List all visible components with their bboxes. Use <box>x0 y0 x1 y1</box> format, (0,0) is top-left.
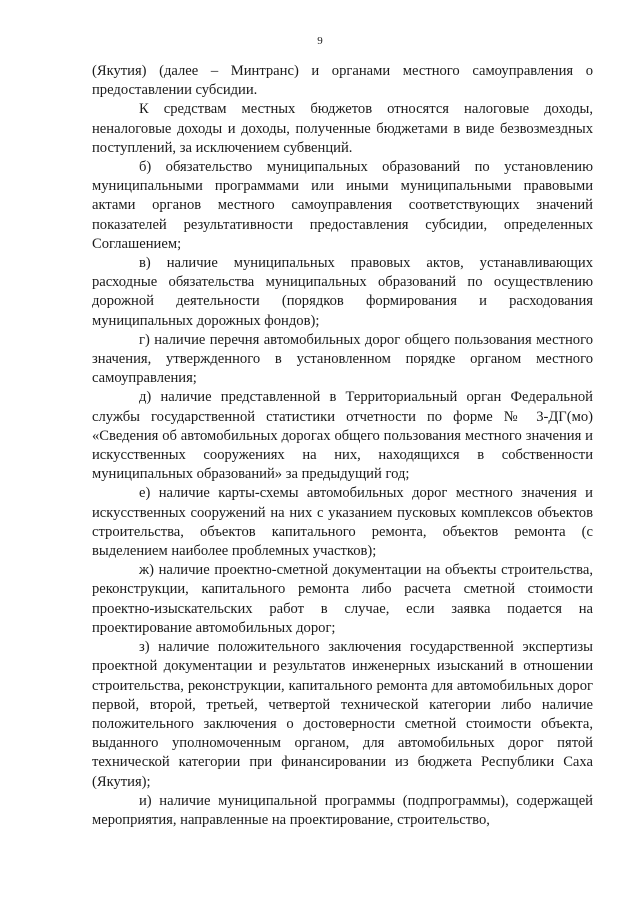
paragraph-item-z: з) наличие положительного заключения государственной экспертизы проектной документации и результатов инженерных изысканий в отношении строительства, реконструкции, капитального ремонта для автомобильных дорог первой, второй, третьей, четвертой технической категории либо наличие положительного заключения о достоверности сметной стоимости объекта, выданного уполномоченным органом, для автомобильных дорог пятой технической категории при финансировании из бюджета Республики Саха (Якутия); <box>92 639 593 790</box>
paragraph-item-d: д) наличие представленной в Территориальный орган Федеральной службы государственной статистики отчетности по форме № 3-ДГ(мо) «Сведения об автомобильных дорогах общего пользования местного значения и искусственных сооружениях на них, находящихся в собственности муниципальных образований» за предыдущий год; <box>92 389 593 483</box>
paragraph-item-i: и) наличие муниципальной программы (подпрограммы), содержащей мероприятия, направленные на проектирование, строительство, <box>92 792 593 828</box>
paragraph-local-budget-funds: К средствам местных бюджетов относятся налоговые доходы, неналоговые доходы и доходы, полученные бюджетами в виде безвозмездных поступлений, за исключением субвенций. <box>92 101 593 156</box>
page-number: 9 <box>317 35 323 47</box>
document-body <box>92 62 593 830</box>
paragraph-item-g: г) наличие перечня автомобильных дорог общего пользования местного значения, утвержденного в установленном порядке органом местного самоуправления; <box>92 331 593 387</box>
paragraph-intro-continuation: (Якутия) (далее – Минтранс) и органами местного самоуправления о предоставлении субсидии. <box>92 63 593 99</box>
paragraph-item-zh: ж) наличие проектно-сметной документации на объекты строительства, реконструкции, капитального ремонта либо расчета сметной стоимости проектно-изыскательских работ в случае, если заявка подается на проектирование автомобильных дорог; <box>92 562 593 636</box>
paragraph-item-e: е) наличие карты-схемы автомобильных дорог местного значения и искусственных сооружений на них с указанием пусковых комплексов объектов строительства, объектов капитального ремонта, объектов ремонта (с выделением наиболее проблемных участков); <box>92 485 593 560</box>
paragraph-item-b: б) обязательство муниципальных образований по установлению муниципальными программами или иными муниципальными правовыми актами органов местного самоуправления соответствующих значений показателей результативности предоставления субсидии, определенных Соглашением; <box>92 159 593 252</box>
paragraph-item-v: в) наличие муниципальных правовых актов, устанавливающих расходные обязательства муниципальных образований по осуществлению дорожной деятельности (порядков формирования и расходования муниципальных дорожных фондов); <box>92 255 593 329</box>
